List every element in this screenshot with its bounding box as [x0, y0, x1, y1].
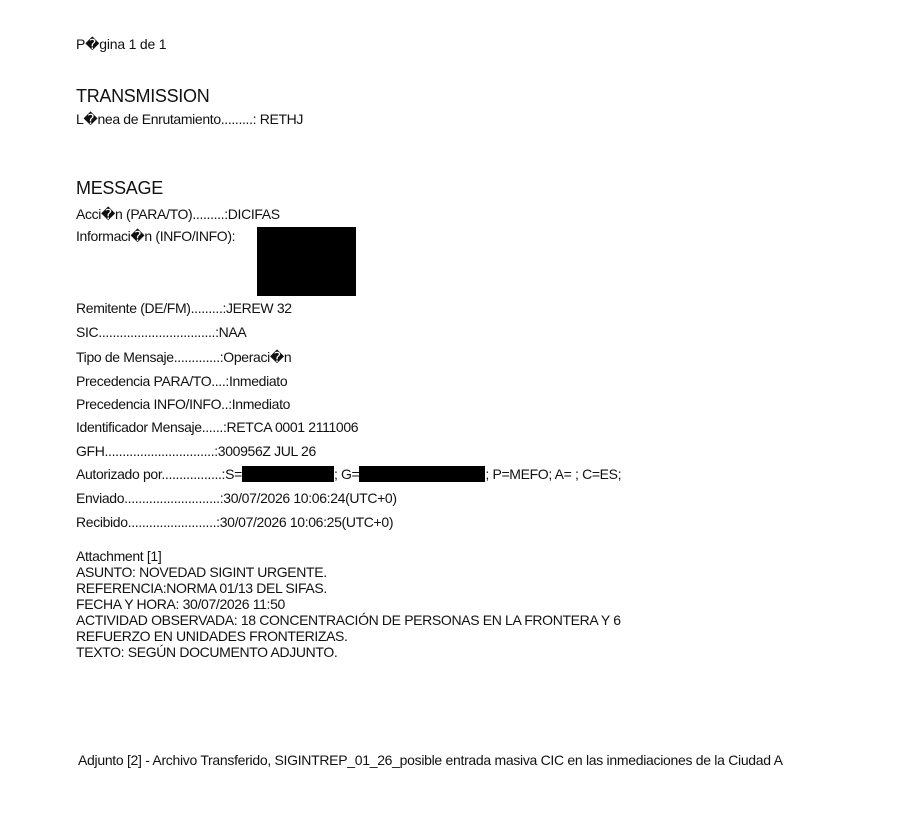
field-autorizado	[76, 466, 621, 482]
field-recibido	[76, 514, 393, 530]
field-label: Precedencia INFO/INFO..:	[76, 396, 232, 412]
field-label: Tipo de Mensaje.............:	[76, 349, 224, 365]
message-title: MESSAGE	[76, 178, 163, 198]
field-sic	[76, 324, 246, 340]
body-line: REFERENCIA:NORMA 01/13 DEL SIFAS.	[76, 580, 327, 596]
field-value: NAA	[218, 324, 247, 340]
field-precedencia-para	[76, 373, 287, 389]
field-value: RETCA 0001 2111006	[226, 419, 359, 435]
field-label: Autorizado por.................:	[76, 466, 226, 482]
body-line: TEXTO: SEGÚN DOCUMENTO ADJUNTO.	[76, 644, 338, 660]
field-value: 300956Z JUL 26	[217, 443, 316, 459]
field-label: SIC.................................:	[76, 324, 219, 340]
field-value: 30/07/2026 10:06:25(UTC+0)	[219, 514, 394, 530]
field-label: Acci�n (PARA/TO).........:	[76, 206, 228, 222]
body-line: REFUERZO EN UNIDADES FRONTERIZAS.	[76, 628, 348, 644]
field-enviado	[76, 490, 397, 506]
field-label: Informaci�n (INFO/INFO):	[76, 228, 236, 244]
field-label: Identificador Mensaje......:	[76, 419, 227, 435]
field-tipo	[76, 349, 291, 365]
field-label: Remitente (DE/FM).........:	[76, 300, 227, 316]
routing-line	[76, 111, 303, 127]
field-value: JEREW 32	[226, 300, 292, 316]
field-label: Enviado...........................:	[76, 490, 224, 506]
page-indicator: P�gina 1 de 1	[76, 36, 167, 52]
routing-label: L�nea de Enrutamiento.........:	[76, 111, 260, 127]
field-value: Inmediato	[228, 373, 288, 389]
redaction-s	[242, 466, 334, 482]
field-identificador	[76, 419, 358, 435]
field-value: 30/07/2026 10:06:24(UTC+0)	[223, 490, 397, 506]
body-line: ASUNTO: NOVEDAD SIGINT URGENTE.	[76, 564, 327, 580]
attachment-link[interactable]: Adjunto [2] - Archivo Transferido, SIGINTREP_01_26_posible entrada masiva CIC en las inmediaciones de la Ciudad A	[78, 752, 783, 768]
transmission-title: TRANSMISSION	[76, 86, 210, 106]
field-gfh	[76, 443, 316, 459]
redaction-g	[359, 466, 485, 482]
message-body	[76, 548, 621, 660]
auth-g-prefix: ; G=	[333, 466, 360, 482]
redaction-block	[257, 227, 356, 296]
field-informacion	[76, 228, 235, 244]
field-precedencia-info	[76, 396, 290, 412]
field-label: Recibido.........................:	[76, 514, 220, 530]
field-value: Inmediato	[231, 396, 291, 412]
attachment-header: Attachment [1]	[76, 548, 162, 564]
body-line: ACTIVIDAD OBSERVADA: 18 CONCENTRACIÓN DE PERSONAS EN LA FRONTERA Y 6	[76, 612, 621, 628]
field-label: GFH...............................:	[76, 443, 218, 459]
field-accion	[76, 206, 280, 222]
body-line: FECHA Y HORA: 30/07/2026 11:50	[76, 596, 285, 612]
field-label: Precedencia PARA/TO....:	[76, 373, 229, 389]
field-remitente	[76, 300, 292, 316]
routing-value: RETHJ	[259, 111, 304, 127]
auth-suffix: ; P=MEFO; A= ; C=ES;	[485, 466, 622, 482]
auth-s-prefix: S=	[225, 466, 242, 482]
field-value: DICIFAS	[227, 206, 280, 222]
field-value: Operaci�n	[223, 349, 292, 365]
